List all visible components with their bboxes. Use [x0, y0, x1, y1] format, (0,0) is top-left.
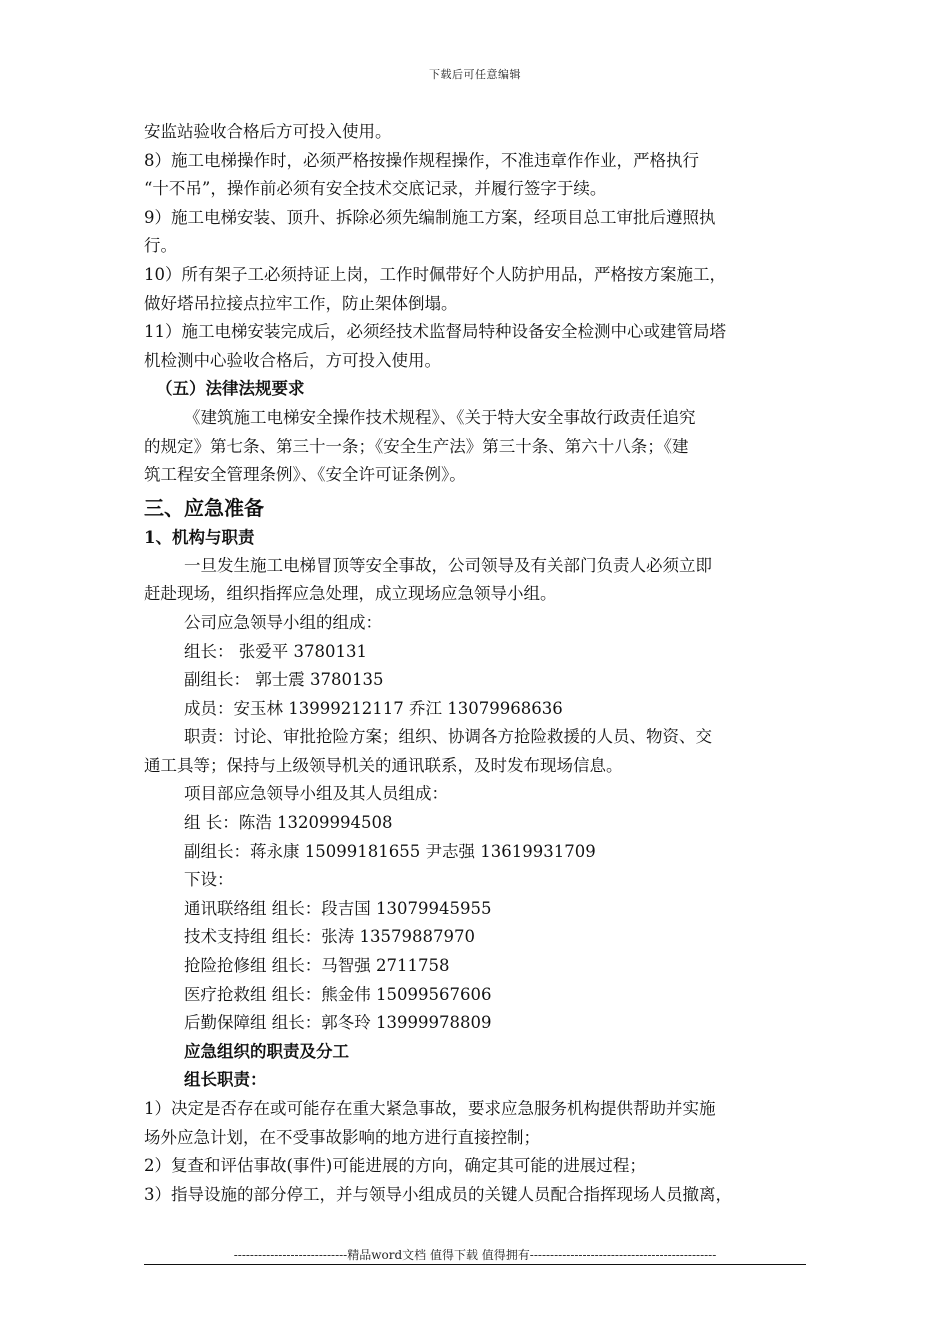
paragraph-line: 组长： 张爱平 3780131: [184, 641, 367, 661]
bold-heading: 应急组织的职责及分工: [184, 1041, 349, 1061]
footer-rule: [144, 1264, 806, 1265]
paragraph-line: 一旦发生施工电梯冒顶等安全事故，公司领导及有关部门负责人必须立即: [184, 555, 712, 575]
paragraph-line: 抢险抢修组 组长：马智强 2711758: [184, 956, 450, 976]
paragraph-line: 副组长：蒋永康 15099181655 尹志强 13619931709: [184, 841, 596, 861]
sub-heading: （五）法律法规要求: [156, 379, 305, 399]
paragraph-line: 技术支持组 组长：张涛 13579887970: [184, 927, 475, 947]
bold-heading: 组长职责：: [184, 1070, 267, 1090]
paragraph-line: 8）施工电梯操作时，必须严格按操作规程操作，不准违章作作业，严格执行: [144, 150, 699, 170]
page-header: 下载后可任意编辑: [429, 68, 521, 81]
paragraph-line: 3）指导设施的部分停工，并与领导小组成员的关键人员配合指挥现场人员撤离，: [144, 1184, 732, 1204]
paragraph-line: 做好塔吊拉接点拉牢工作，防止架体倒塌。: [144, 293, 458, 313]
paragraph-line: 后勤保障组 组长：郭冬玲 13999978809: [184, 1013, 492, 1033]
paragraph-line: 通工具等；保持与上级领导机关的通讯联系，及时发布现场信息。: [144, 755, 623, 775]
paragraph-line: 11）施工电梯安装完成后，必须经技术监督局特种设备安全检测中心或建管局塔: [144, 322, 726, 342]
paragraph-line: 筑工程安全管理条例》、《安全许可证条例》。: [144, 465, 466, 485]
paragraph-line: 10）所有架子工必须持证上岗，工作时佩带好个人防护用品，严格按方案施工，: [144, 264, 726, 284]
paragraph-line: 2）复查和评估事故(事件)可能进展的方向，确定其可能的进展过程；: [144, 1156, 646, 1176]
paragraph-line: 项目部应急领导小组及其人员组成：: [184, 784, 448, 804]
paragraph-line: 《建筑施工电梯安全操作技术规程》、《关于特大安全事故行政责任追究: [184, 407, 696, 427]
paragraph-line: 机检测中心验收合格后，方可投入使用。: [144, 350, 441, 370]
document-body: [144, 118, 810, 1209]
paragraph-line: 通讯联络组 组长：段吉国 13079945955: [184, 898, 492, 918]
subsection-heading: 1、机构与职责: [144, 527, 255, 547]
paragraph-line: 下设：: [184, 870, 234, 890]
paragraph-line: 场外应急计划，在不受事故影响的地方进行直接控制；: [144, 1127, 540, 1147]
paragraph-line: 的规定》第七条、第三十一条；《安全生产法》第三十条、第六十八条；《建: [144, 436, 689, 456]
paragraph-line: 职责：讨论、审批抢险方案；组织、协调各方抢险救援的人员、物资、交: [184, 727, 712, 747]
section-heading: 三、应急准备: [144, 495, 264, 520]
paragraph-line: 1）决定是否存在或可能存在重大紧急事故，要求应急服务机构提供帮助并实施: [144, 1099, 716, 1118]
paragraph-line: 成员：安玉林 13999212117 乔江 13079968636: [184, 698, 563, 718]
paragraph-line: 赶赴现场，组织指挥应急处理，成立现场应急领导小组。: [144, 584, 557, 604]
paragraph-line: 组 长：陈浩 13209994508: [184, 813, 393, 833]
page-footer: ----------------------------精品word文档 值得下载 值得拥有----------------------------------------------: [233, 1248, 717, 1262]
paragraph-line: 公司应急领导小组的组成：: [184, 612, 382, 632]
paragraph-line: “十不吊”，操作前必须有安全技术交底记录，并履行签字于续。: [144, 179, 607, 199]
paragraph-line: 行。: [144, 236, 177, 256]
paragraph-line: 安监站验收合格后方可投入使用。: [144, 122, 392, 141]
paragraph-line: 医疗抢救组 组长：熊金伟 15099567606: [184, 984, 492, 1004]
paragraph-line: 副组长： 郭士震 3780135: [184, 670, 384, 690]
paragraph-line: 9）施工电梯安装、顶升、拆除必须先编制施工方案，经项目总工审批后遵照执: [144, 207, 716, 227]
